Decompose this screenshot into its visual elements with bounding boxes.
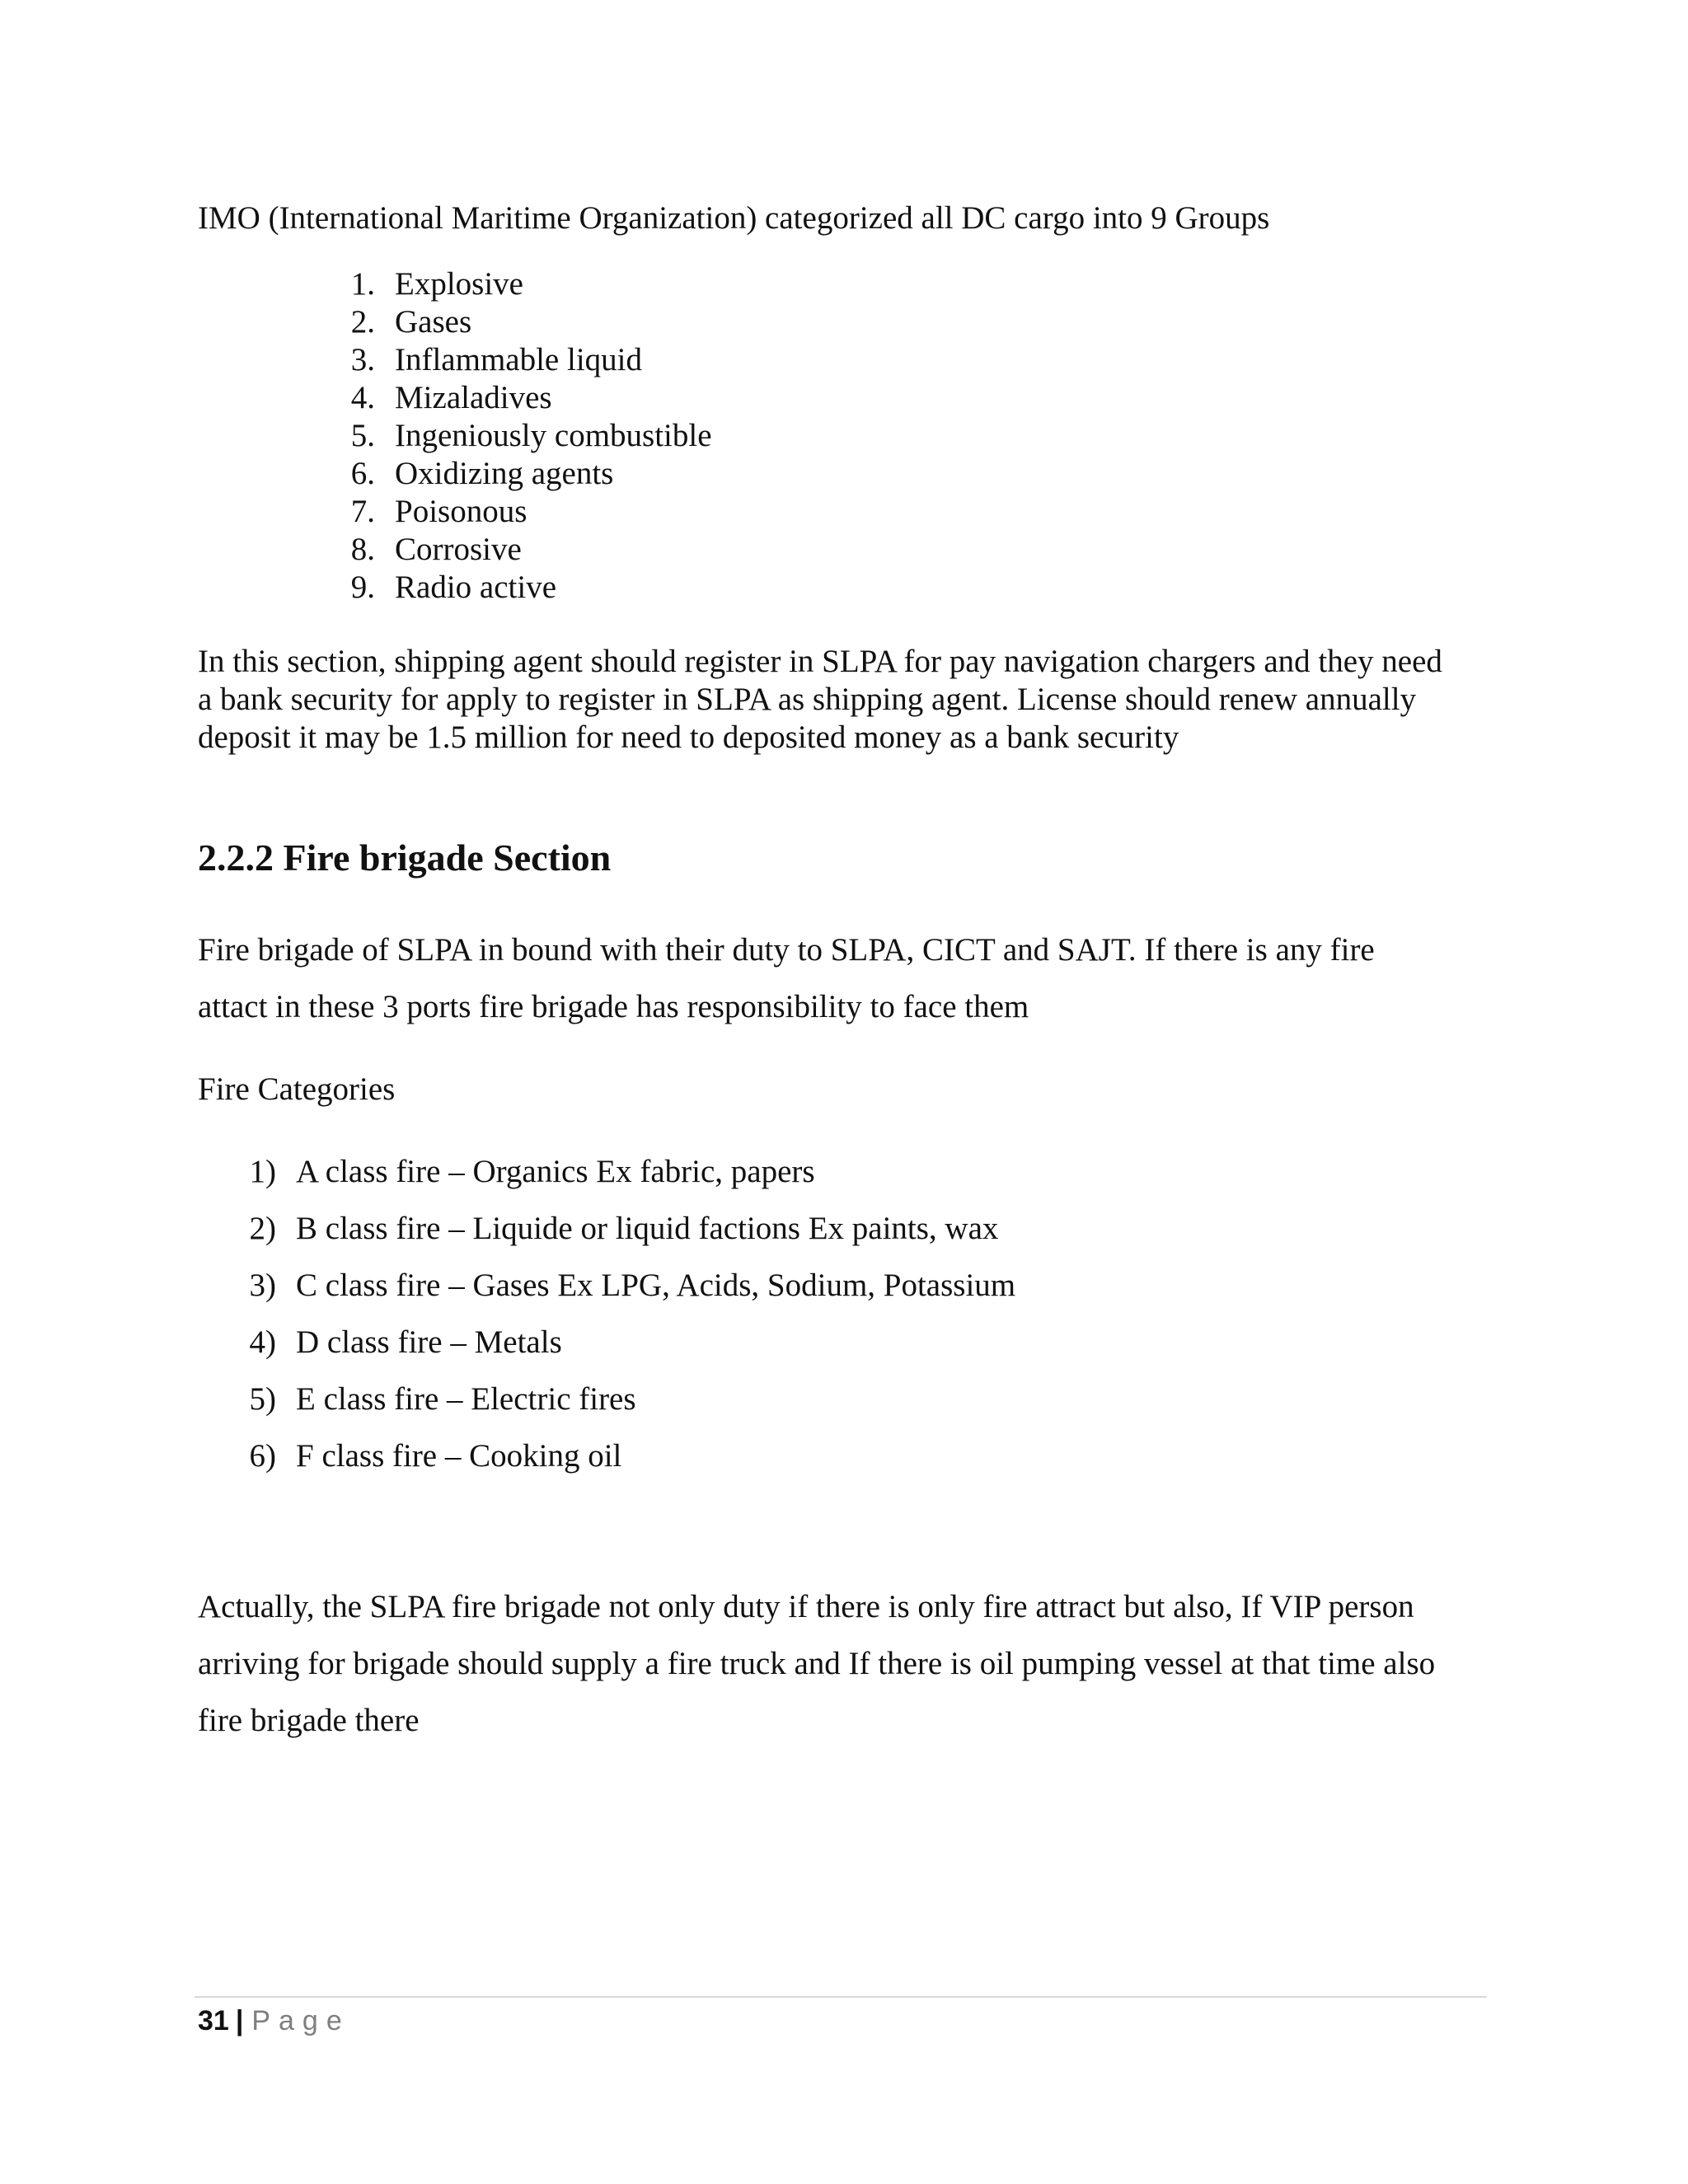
footer-divider: [195, 1996, 1487, 1998]
list-item-number: 5): [249, 1381, 276, 1417]
intro-text: IMO (International Maritime Organization) categorized all DC cargo into 9 Groups: [198, 200, 1270, 236]
list-item-number: 6.: [350, 456, 375, 491]
list-item-label: A class fire – Organics Ex fabric, papers: [296, 1154, 815, 1189]
list-item-label: F class fire – Cooking oil: [296, 1438, 622, 1474]
paragraph-line: Actually, the SLPA fire brigade not only duty if there is only fire attract but also, If VIP person: [198, 1589, 1414, 1624]
list-item-number: 3.: [350, 342, 375, 377]
list-item-label: Explosive: [395, 266, 523, 302]
list-item-label: C class fire – Gases Ex LPG, Acids, Sodium, Potassium: [296, 1268, 1016, 1303]
page-footer: [198, 2003, 350, 2039]
list-item-label: D class fire – Metals: [296, 1324, 562, 1360]
list-item-number: 9.: [350, 569, 375, 605]
list-item-number: 1.: [350, 266, 375, 302]
paragraph-line: attact in these 3 ports fire brigade has responsibility to face them: [198, 989, 1029, 1024]
page-word: Page: [251, 2005, 350, 2036]
list-item-number: 2.: [350, 304, 375, 340]
page-number: 31: [198, 2005, 229, 2036]
list-item-number: 4): [249, 1324, 276, 1360]
paragraph-line: arriving for brigade should supply a fire truck and If there is oil pumping vessel at that time also: [198, 1646, 1436, 1681]
fire-brigade-paragraph: [198, 921, 1500, 1035]
paragraph-line: deposit it may be 1.5 million for need to deposited money as a bank security: [198, 719, 1179, 755]
paragraph-line: In this section, shipping agent should register in SLPA for pay navigation chargers and they need: [198, 644, 1442, 679]
list-item-label: Gases: [395, 304, 472, 340]
section-heading: 2.2.2 Fire brigade Section: [198, 837, 612, 879]
list-item-label: B class fire – Liquide or liquid factions Ex paints, wax: [296, 1211, 999, 1246]
list-item-number: 2): [249, 1211, 276, 1246]
list-item-label: Ingeniously combustible: [395, 418, 712, 453]
paragraph-line: a bank security for apply to register in SLPA as shipping agent. License should renew annually: [198, 682, 1417, 717]
list-item-label: Mizaladives: [395, 380, 552, 415]
list-item-label: Poisonous: [395, 494, 528, 529]
list-item-number: 4.: [350, 380, 375, 415]
footer-separator: |: [235, 2005, 244, 2036]
list-item-number: 6): [249, 1438, 276, 1474]
list-item-label: Oxidizing agents: [395, 456, 614, 491]
list-item-number: 3): [249, 1268, 276, 1303]
paragraph-line: Fire brigade of SLPA in bound with their duty to SLPA, CICT and SAJT. If there is any fire: [198, 932, 1375, 968]
list-item-number: 1): [249, 1154, 276, 1189]
list-item-number: 7.: [350, 494, 375, 529]
paragraph-line: fire brigade there: [198, 1703, 420, 1738]
list-item-number: 5.: [350, 418, 375, 453]
list-item-label: Corrosive: [395, 532, 522, 567]
list-item-number: 8.: [350, 532, 375, 567]
list-item-label: E class fire – Electric fires: [296, 1381, 636, 1417]
registration-paragraph: [198, 643, 1500, 757]
closing-paragraph: [198, 1578, 1500, 1749]
list-item-label: Inflammable liquid: [395, 342, 643, 377]
fire-categories-title: Fire Categories: [198, 1071, 396, 1107]
list-item-label: Radio active: [395, 569, 557, 605]
